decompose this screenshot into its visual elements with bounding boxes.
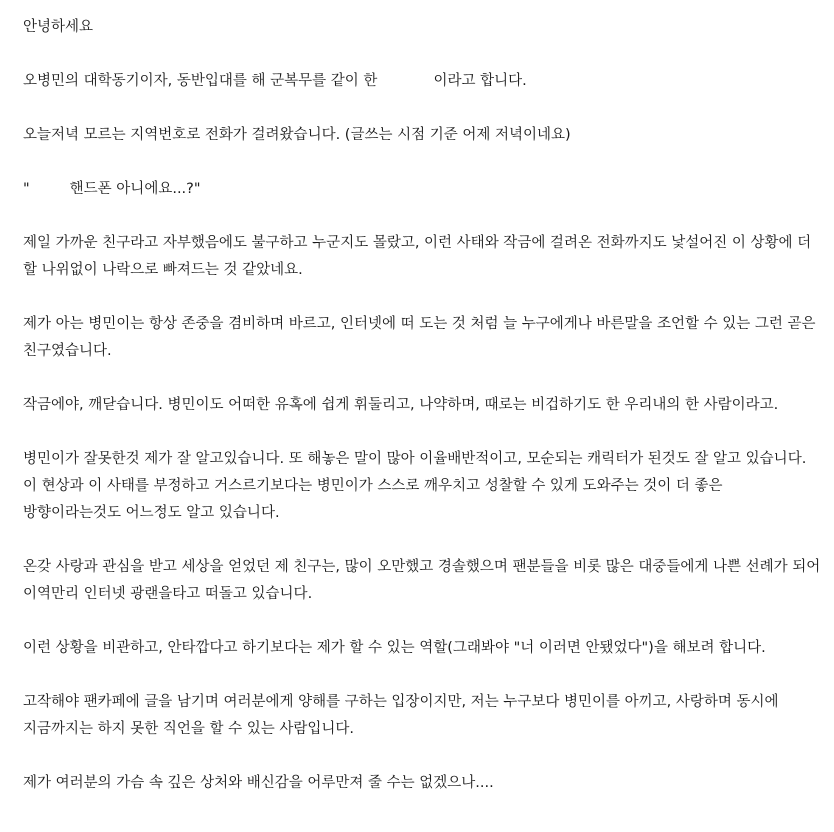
quote-open: " xyxy=(23,181,30,197)
intro-text-part2: 이라고 합니다. xyxy=(433,73,527,89)
call-paragraph: 오늘저녁 모르는 지역번호로 전화가 걸려왔습니다. (글쓰는 시점 기준 어제 저녁이네요) xyxy=(23,127,571,143)
role-paragraph: 이런 상황을 비관하고, 안타깝다고 하기보다는 제가 할 수 있는 역할(그래봐야 "너 이러면 안됐었다")을 해보려 합니다. xyxy=(23,640,766,656)
friend-paragraph: 제가 아는 병민이는 항상 존중을 겸비하며 바르고, 인터넷에 떠 도는 것 처럼 늘 누구에게나 바른말을 조언할 수 있는 그런 곧은 친구였습니다. xyxy=(23,316,816,359)
realize-paragraph: 작금에야, 깨닫습니다. 병민이도 어떠한 유혹에 쉽게 휘둘리고, 나약하며, 때로는 비겁하기도 한 우리내의 한 사람이라고. xyxy=(23,397,779,413)
greeting: 안녕하세요 xyxy=(23,19,94,35)
document-body xyxy=(23,14,823,824)
cafe-paragraph: 고작해야 팬카페에 글을 남기며 여러분에게 양해를 구하는 입장이지만, 저는 누구보다 병민이를 아끼고, 사랑하며 동시에 지금까지는 하지 못한 직언을 할 수 있는 사람입니다. xyxy=(23,694,779,737)
intro-paragraph xyxy=(23,68,823,95)
last-paragraph: 제가 여러분의 가슴 속 깊은 상처와 배신감을 어루만져 줄 수는 없겠으나.... xyxy=(23,775,494,791)
intro-text-part1: 오병민의 대학동기이자, 동반입대를 해 군복무를 같이 한 xyxy=(23,73,378,89)
quote-text: 핸드폰 아니에요...?" xyxy=(69,181,201,197)
love-paragraph: 온갖 사랑과 관심을 받고 세상을 얻었던 제 친구는, 많이 오만했고 경솔했으며 팬분들을 비롯 많은 대중들에게 나쁜 선례가 되어 이역만리 인터넷 광랜을타고 떠돌고 있습니다. xyxy=(23,559,821,602)
shock-paragraph: 제일 가까운 친구라고 자부했음에도 불구하고 누군지도 몰랐고, 이런 사태와 작금에 걸려온 전화까지도 낯설어진 이 상황에 더 할 나위없이 나락으로 빠져드는 것 같았네요. xyxy=(23,235,812,278)
wrong-paragraph: 병민이가 잘못한것 제가 잘 알고있습니다. 또 해놓은 말이 많아 이율배반적이고, 모순되는 캐릭터가 된것도 잘 알고 있습니다. 이 현상과 이 사태를 부정하고 거스르기보다는 병민이가 스스로 깨우치고 성찰할 수 있게 도와주는 것이 더 좋은 방향이라는것도 어느정도 알고 있습니다. xyxy=(23,451,807,521)
quote-paragraph xyxy=(23,176,823,203)
